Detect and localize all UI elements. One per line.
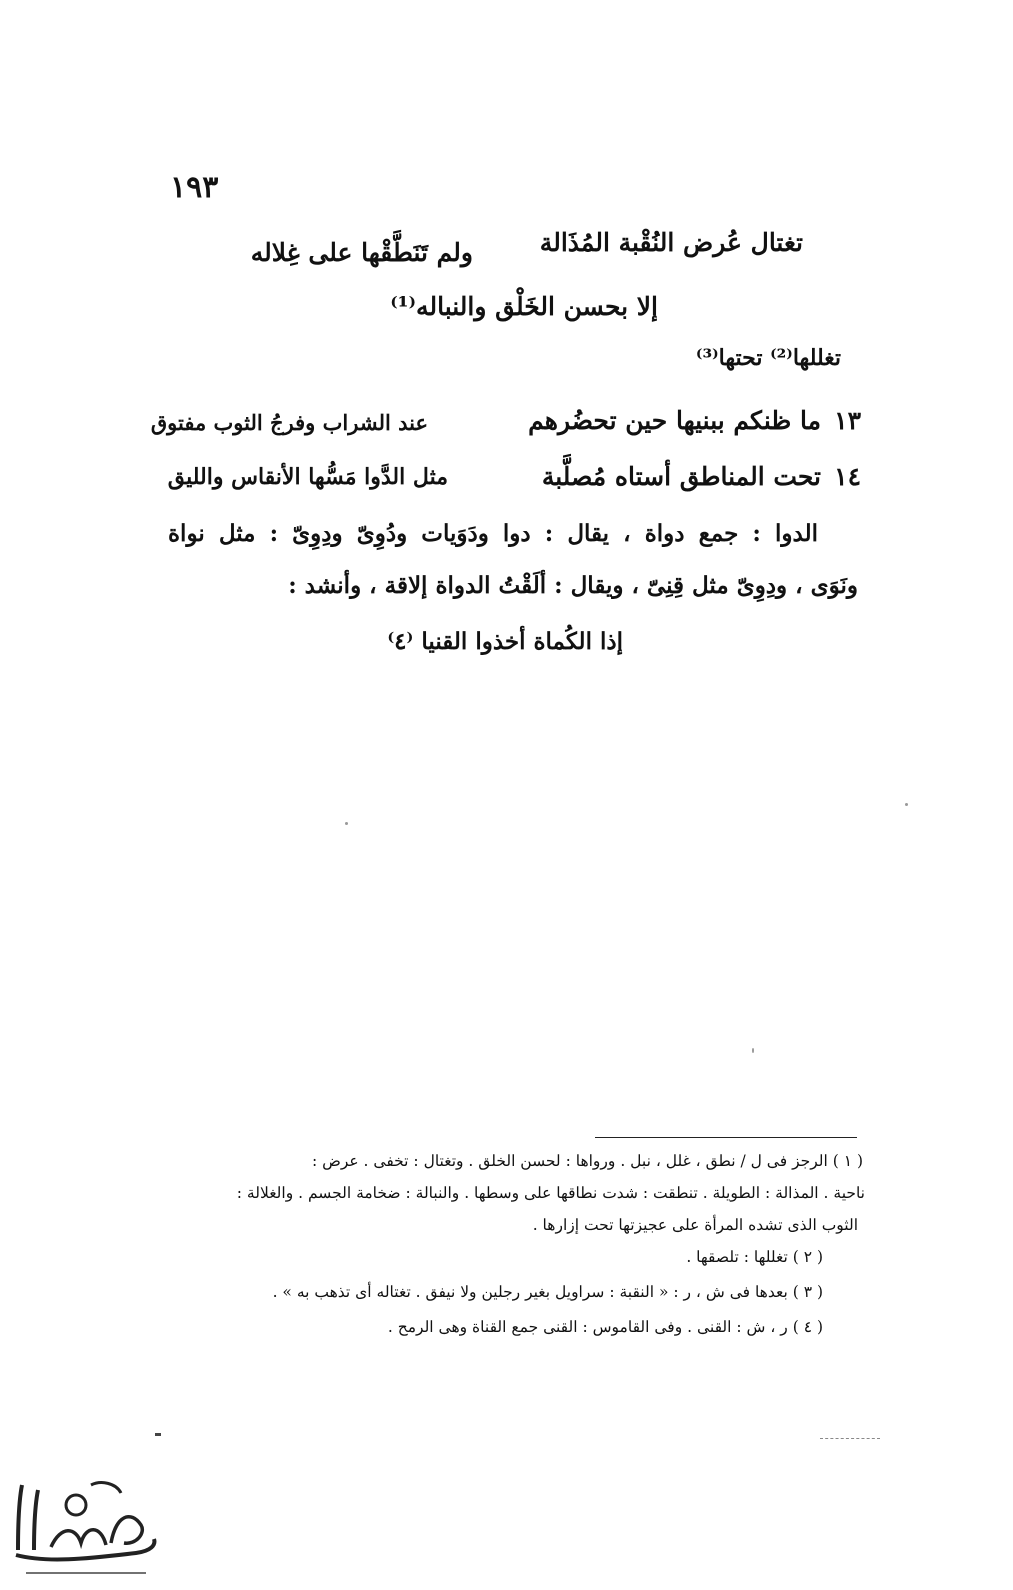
- top-verse-line2: إلا بحسن الخَلْق والنباله⁽¹⁾: [390, 292, 658, 321]
- scan-speck: [752, 1048, 754, 1053]
- verse-13-number: ١٣: [834, 406, 861, 435]
- verse-14-number: ١٤: [834, 462, 861, 491]
- commentary-line1: الدوا : جمع دواة ، يقال : دوا ودَوَيات ودُوِىّ ودِوِىّ : مثل نواة: [168, 520, 818, 547]
- top-verse-hemistich-left: ولم تَنَطَّقْها على غِلاله: [250, 238, 473, 267]
- scan-mark: [820, 1438, 880, 1439]
- footnote-4: ( ٤ ) ر ، ش : القنى . وفى القاموس : القنى جمع القناة وهى الرمح .: [387, 1318, 823, 1336]
- commentary-line3: إذا الكُماة أخذوا القنيا ⁽٤⁾: [387, 628, 623, 655]
- verse-13-hemistich-left: عند الشراب وفرجُ الثوب مفتوق: [150, 410, 428, 435]
- commentary-line2: ونَوَى ، ودِوِىّ مثل قِنِىّ ، ويقال : ألَقْتُ الدواة إلاقة ، وأنشد :: [288, 572, 858, 599]
- footnote-1-line1: ( ١ ) الرجز فى ل / نطق ، غلل ، نبل . ورواها : لحسن الخلق . وتغتال : تخفى . عرض :: [311, 1152, 863, 1170]
- footnote-3: ( ٣ ) بعدها فى ش ، ر : « النقبة : سراويل بغير رجلين ولا نيفق . تغتاله أى تذهب به » .: [272, 1283, 823, 1301]
- verse-14-hemistich-left: مثل الدَّوا مَسُّها الأنقاس والليق: [167, 464, 448, 490]
- verse-13-hemistich-right: ما ظنكم ببنيها حين تحضُرهم: [528, 406, 821, 435]
- scan-mark: [155, 1433, 161, 1436]
- footnote-1-line3: الثوب الذى تشده المرأة على عجيزتها تحت إزارها .: [532, 1216, 858, 1234]
- top-verse-hemistich-right: تغتال عُرض النُقْبة المُذَالة: [539, 228, 803, 257]
- scan-speck: [345, 822, 348, 825]
- scan-speck: [905, 803, 908, 806]
- footnote-2: ( ٢ ) تغللها : تلصقها .: [686, 1248, 823, 1266]
- footnote-rule: [595, 1137, 857, 1138]
- top-verse-line3: تغللها⁽²⁾ تحتها⁽³⁾: [695, 345, 841, 371]
- page-number: ١٩٣: [170, 170, 219, 205]
- verse-14-hemistich-right: تحت المناطق أستاه مُصلَّبة: [541, 462, 821, 491]
- footnote-1-line2: ناحية . المذالة : الطويلة . تنطقت : شدت نطاقها على وسطها . والنبالة : ضخامة الجسم . والغلالة :: [236, 1184, 865, 1202]
- publisher-logo: [6, 1455, 166, 1585]
